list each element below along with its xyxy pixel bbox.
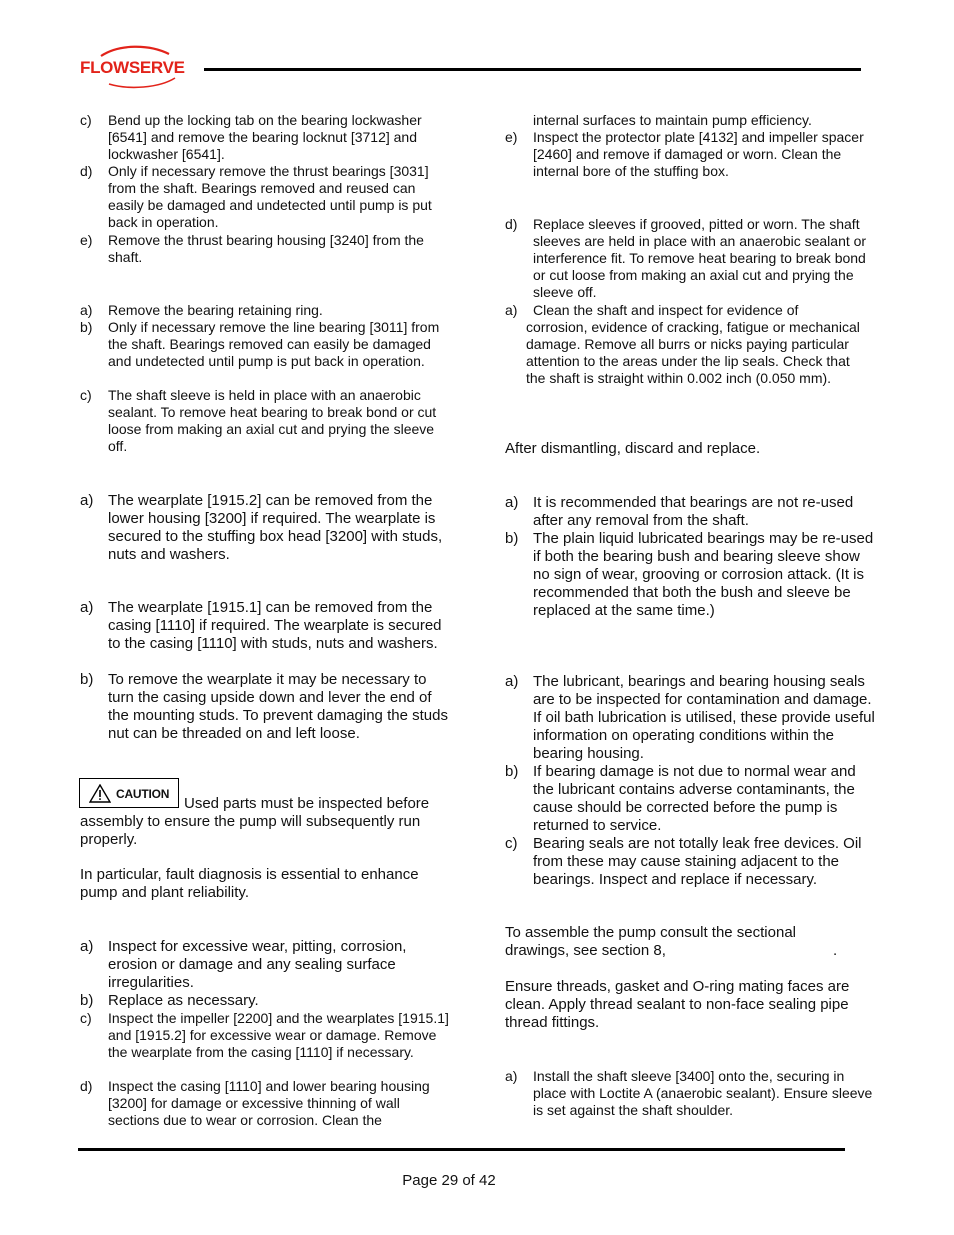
footer-rule <box>78 1148 845 1151</box>
fault-diagnosis-paragraph: In particular, fault diagnosis is essential to enhance pump and plant reliability. <box>80 866 419 901</box>
caution-text: Used parts must be inspected before assembly to ensure the pump will subsequently run properly. <box>80 795 430 848</box>
flowserve-logo <box>79 44 199 90</box>
assemble-paragraph: To assemble the pump consult the sectional drawings, see section 8, <box>505 924 796 959</box>
caution-label: CAUTION <box>116 787 170 801</box>
header-rule <box>204 68 861 71</box>
assemble-paragraph-end: . <box>833 942 838 959</box>
logo-text: FLOWSERVE <box>80 58 185 77</box>
threads-paragraph: Ensure threads, gasket and O-ring mating faces are clean. Apply thread sealant to non-face sealing pipe thread fittings. <box>505 978 850 1031</box>
list-item-continuation: corrosion, evidence of cracking, fatigue or mechanical damage. Remove all burrs or nicks paying particular attention to the areas under the lip seals. Check that the shaft is straight within 0.002 inch (0.050 mm). <box>526 319 860 386</box>
discard-paragraph: After dismantling, discard and replace. <box>505 440 761 457</box>
page-number: Page 29 of 42 <box>402 1172 496 1189</box>
